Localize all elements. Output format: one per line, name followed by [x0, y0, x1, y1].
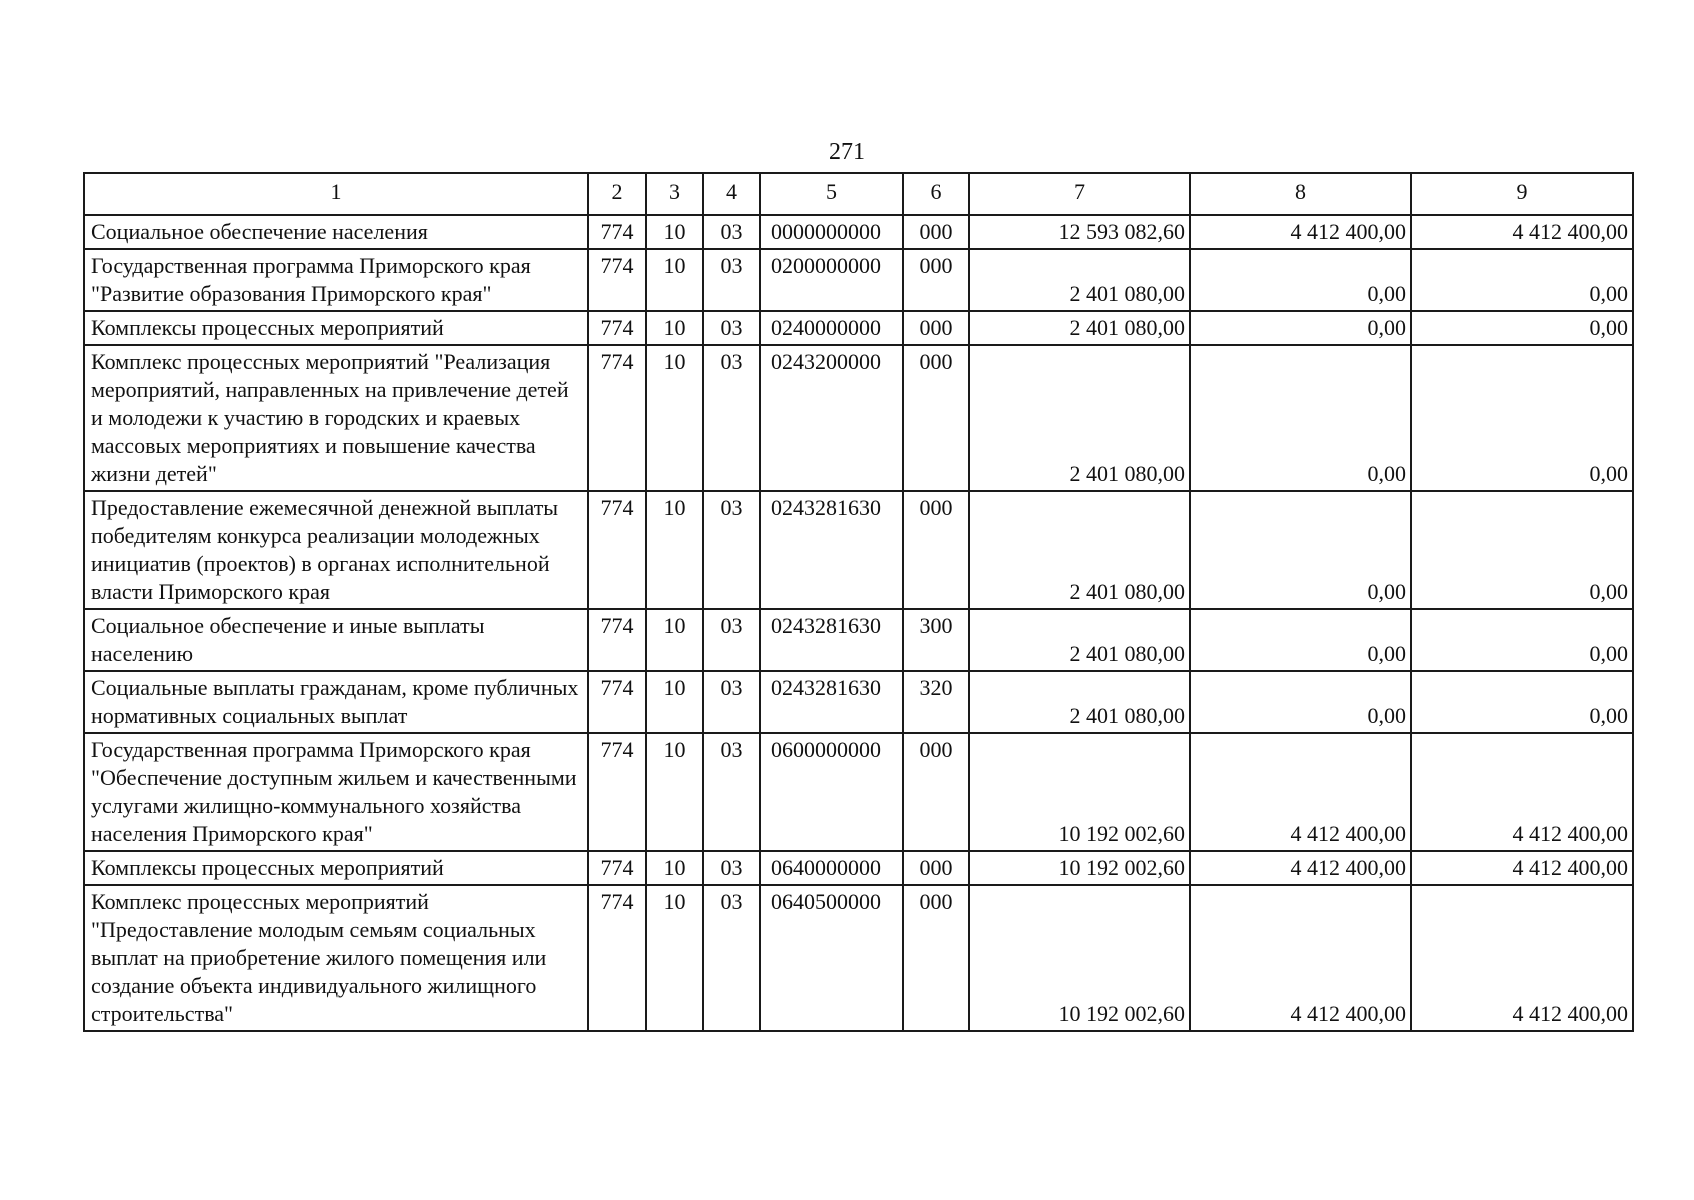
- cell-expense-type: 000: [903, 215, 969, 249]
- table-row: [84, 491, 1633, 609]
- cell-ministry-code: 774: [588, 345, 646, 491]
- cell-amount-col7: 2 401 080,00: [969, 311, 1190, 345]
- row-name: Социальное обеспечение и иные выплаты населению: [84, 609, 588, 671]
- cell-section: 10: [646, 215, 703, 249]
- cell-amount-col9: 4 412 400,00: [1411, 215, 1633, 249]
- cell-subsection: 03: [703, 249, 760, 311]
- cell-expense-type: 300: [903, 609, 969, 671]
- cell-target-article: 0600000000: [760, 733, 903, 851]
- cell-subsection: 03: [703, 671, 760, 733]
- table-row: [84, 609, 1633, 671]
- cell-target-article: 0243281630: [760, 671, 903, 733]
- cell-subsection: 03: [703, 885, 760, 1031]
- cell-amount-col9: 0,00: [1411, 491, 1633, 609]
- cell-section: 10: [646, 851, 703, 885]
- cell-target-article: 0200000000: [760, 249, 903, 311]
- cell-amount-col9: 0,00: [1411, 609, 1633, 671]
- cell-ministry-code: 774: [588, 671, 646, 733]
- cell-amount-col7: 10 192 002,60: [969, 733, 1190, 851]
- cell-amount-col9: 0,00: [1411, 249, 1633, 311]
- table-row: [84, 249, 1633, 311]
- table-row: [84, 671, 1633, 733]
- cell-section: 10: [646, 345, 703, 491]
- cell-section: 10: [646, 733, 703, 851]
- cell-section: 10: [646, 311, 703, 345]
- cell-section: 10: [646, 609, 703, 671]
- cell-amount-col9: 0,00: [1411, 671, 1633, 733]
- page-number: 271: [829, 139, 865, 165]
- cell-ministry-code: 774: [588, 491, 646, 609]
- cell-expense-type: 000: [903, 851, 969, 885]
- cell-target-article: 0243281630: [760, 491, 903, 609]
- cell-expense-type: 000: [903, 885, 969, 1031]
- row-name: Государственная программа Приморского края "Развитие образования Приморского края": [84, 249, 588, 311]
- cell-target-article: 0240000000: [760, 311, 903, 345]
- table-row: [84, 345, 1633, 491]
- table-body: [84, 215, 1633, 1031]
- row-name: Комплекс процессных мероприятий "Предоставление молодым семьям социальных выплат на приобретение жилого помещения или создание объекта индивидуального жилищного строительства": [84, 885, 588, 1031]
- cell-amount-col8: 0,00: [1190, 491, 1411, 609]
- cell-amount-col8: 0,00: [1190, 345, 1411, 491]
- cell-target-article: 0000000000: [760, 215, 903, 249]
- cell-amount-col8: 4 412 400,00: [1190, 215, 1411, 249]
- column-header-9: 9: [1411, 173, 1633, 215]
- cell-section: 10: [646, 249, 703, 311]
- cell-amount-col9: 4 412 400,00: [1411, 851, 1633, 885]
- table-header: [84, 173, 1633, 215]
- cell-target-article: 0243281630: [760, 609, 903, 671]
- column-header-1: 1: [84, 173, 588, 215]
- header-row: [84, 173, 1633, 215]
- column-header-8: 8: [1190, 173, 1411, 215]
- cell-amount-col7: 2 401 080,00: [969, 249, 1190, 311]
- cell-subsection: 03: [703, 311, 760, 345]
- table-row: [84, 851, 1633, 885]
- table-row: [84, 215, 1633, 249]
- cell-expense-type: 000: [903, 491, 969, 609]
- row-name: Комплексы процессных мероприятий: [84, 311, 588, 345]
- column-header-2: 2: [588, 173, 646, 215]
- column-header-5: 5: [760, 173, 903, 215]
- cell-expense-type: 320: [903, 671, 969, 733]
- table-row: [84, 885, 1633, 1031]
- cell-amount-col9: 0,00: [1411, 345, 1633, 491]
- cell-ministry-code: 774: [588, 733, 646, 851]
- cell-amount-col7: 2 401 080,00: [969, 491, 1190, 609]
- cell-expense-type: 000: [903, 249, 969, 311]
- cell-amount-col8: 0,00: [1190, 671, 1411, 733]
- cell-ministry-code: 774: [588, 215, 646, 249]
- cell-ministry-code: 774: [588, 885, 646, 1031]
- row-name: Предоставление ежемесячной денежной выплаты победителям конкурса реализации молодежных инициатив (проектов) в органах исполнительной власти Приморского края: [84, 491, 588, 609]
- cell-target-article: 0640000000: [760, 851, 903, 885]
- row-name: Социальное обеспечение населения: [84, 215, 588, 249]
- cell-ministry-code: 774: [588, 311, 646, 345]
- cell-amount-col9: 4 412 400,00: [1411, 733, 1633, 851]
- cell-target-article: 0243200000: [760, 345, 903, 491]
- cell-subsection: 03: [703, 733, 760, 851]
- budget-table: [83, 172, 1634, 1032]
- cell-subsection: 03: [703, 215, 760, 249]
- cell-expense-type: 000: [903, 733, 969, 851]
- cell-amount-col7: 2 401 080,00: [969, 671, 1190, 733]
- cell-expense-type: 000: [903, 345, 969, 491]
- cell-section: 10: [646, 491, 703, 609]
- cell-amount-col8: 4 412 400,00: [1190, 733, 1411, 851]
- cell-target-article: 0640500000: [760, 885, 903, 1031]
- row-name: Комплексы процессных мероприятий: [84, 851, 588, 885]
- cell-amount-col7: 12 593 082,60: [969, 215, 1190, 249]
- cell-subsection: 03: [703, 491, 760, 609]
- column-header-4: 4: [703, 173, 760, 215]
- cell-section: 10: [646, 885, 703, 1031]
- cell-subsection: 03: [703, 609, 760, 671]
- table-row: [84, 733, 1633, 851]
- cell-subsection: 03: [703, 345, 760, 491]
- cell-amount-col7: 10 192 002,60: [969, 851, 1190, 885]
- table-row: [84, 311, 1633, 345]
- cell-amount-col8: 4 412 400,00: [1190, 851, 1411, 885]
- cell-amount-col7: 2 401 080,00: [969, 609, 1190, 671]
- cell-amount-col7: 10 192 002,60: [969, 885, 1190, 1031]
- row-name: Социальные выплаты гражданам, кроме публичных нормативных социальных выплат: [84, 671, 588, 733]
- cell-amount-col8: 0,00: [1190, 311, 1411, 345]
- row-name: Государственная программа Приморского края "Обеспечение доступным жильем и качественными услугами жилищно-коммунального хозяйства населения Приморского края": [84, 733, 588, 851]
- cell-amount-col9: 0,00: [1411, 311, 1633, 345]
- column-header-7: 7: [969, 173, 1190, 215]
- row-name: Комплекс процессных мероприятий "Реализация мероприятий, направленных на привлечение детей и молодежи к участию в городских и краевых массовых мероприятиях и повышение качества жизни детей": [84, 345, 588, 491]
- cell-ministry-code: 774: [588, 851, 646, 885]
- cell-section: 10: [646, 671, 703, 733]
- cell-amount-col7: 2 401 080,00: [969, 345, 1190, 491]
- cell-expense-type: 000: [903, 311, 969, 345]
- cell-amount-col8: 0,00: [1190, 609, 1411, 671]
- column-header-6: 6: [903, 173, 969, 215]
- column-header-3: 3: [646, 173, 703, 215]
- cell-ministry-code: 774: [588, 249, 646, 311]
- cell-ministry-code: 774: [588, 609, 646, 671]
- cell-subsection: 03: [703, 851, 760, 885]
- cell-amount-col8: 0,00: [1190, 249, 1411, 311]
- cell-amount-col9: 4 412 400,00: [1411, 885, 1633, 1031]
- cell-amount-col8: 4 412 400,00: [1190, 885, 1411, 1031]
